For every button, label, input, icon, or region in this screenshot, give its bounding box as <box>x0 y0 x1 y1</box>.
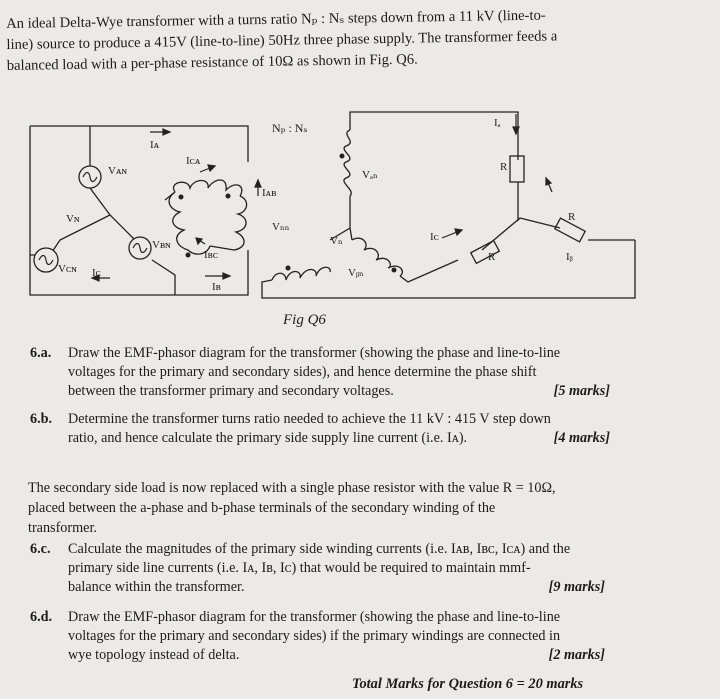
circuit-figure <box>0 100 720 330</box>
label-IA: Iᴀ <box>150 139 160 151</box>
marks-label: [2 marks] <box>548 647 605 663</box>
label-IB: Iʙ <box>212 281 221 293</box>
middle-paragraph <box>28 478 608 538</box>
intro-line-3: balanced load with a per-phase resistance of 10Ω as shown in Fig. Q6. <box>6 51 418 74</box>
question-number: 6.a. <box>30 345 52 361</box>
question-line: between the transformer primary and secondary voltages. <box>68 383 394 399</box>
secondary-neutral-wires <box>330 196 352 240</box>
label-VCN: Vᴄɴ <box>58 263 77 275</box>
label-ICA: Iᴄᴀ <box>186 155 201 167</box>
label-Vn: Vₙ <box>330 235 343 247</box>
intro-line-2: line) source to produce a 415V (line-to-line) 50Hz three phase supply. The transformer feeds a <box>6 28 558 53</box>
question-6c <box>30 540 605 597</box>
delta-winding-ab <box>234 196 247 250</box>
neutral-wye-wires <box>30 188 135 255</box>
question-6d <box>30 608 605 665</box>
question-line: Determine the transformer turns ratio needed to achieve the 11 kV : 415 V step down <box>68 411 551 427</box>
question-number: 6.b. <box>30 411 53 427</box>
marks-label: [4 marks] <box>553 430 610 446</box>
label-R-c: R <box>568 211 576 223</box>
label-Vbn: Vᵦₙ <box>348 267 364 279</box>
secondary-b-line <box>400 260 458 282</box>
total-marks: Total Marks for Question 6 = 20 marks <box>352 676 584 692</box>
marks-label: [5 marks] <box>553 383 610 399</box>
question-line: Draw the EMF-phasor diagram for the transformer (showing the phase and line-to-line <box>68 345 561 361</box>
question-6b <box>30 410 610 448</box>
primary-outer-wire <box>30 126 248 162</box>
label-Ic: Iᴄ <box>430 231 439 243</box>
question-line: primary side line currents (i.e. Iᴀ, Iʙ, Iᴄ) that would be required to maintain mmf- <box>68 560 531 576</box>
marks-label: [9 marks] <box>548 579 605 595</box>
label-Vcn: Vₙₙ <box>272 221 290 233</box>
question-line: Calculate the magnitudes of the primary side winding currents (i.e. Iᴀʙ, Iʙᴄ, Iᴄᴀ) and the <box>68 541 571 557</box>
question-line: ratio, and hence calculate the primary side supply line current (i.e. Iᴀ). <box>68 430 468 446</box>
question-number: 6.d. <box>30 609 53 625</box>
middle-line-3: transformer. <box>28 520 97 536</box>
middle-line-2: placed between the a-phase and b-phase terminals of the secondary winding of the <box>28 500 496 516</box>
question-line: Draw the EMF-phasor diagram for the transformer (showing the phase and line-to-line <box>68 609 561 625</box>
intro-paragraph <box>6 4 612 76</box>
label-R-b: R <box>488 251 496 263</box>
label-VBN: Vʙɴ <box>152 239 171 251</box>
label-R-a: R <box>500 161 508 173</box>
label-Ib: Iᵦ <box>566 251 573 263</box>
label-IBC: Iʙᴄ <box>204 249 219 261</box>
label-Ia: Iₐ <box>494 117 501 129</box>
secondary-a-winding <box>344 130 351 196</box>
figure-caption: Fig Q6 <box>283 312 326 328</box>
question-line: voltages for the primary and secondary sides) if the primary windings are connected in <box>68 628 561 644</box>
label-IAB: Iᴀʙ <box>262 187 277 199</box>
secondary-c-line <box>262 240 635 298</box>
question-line: balance within the transformer. <box>68 579 245 595</box>
intro-line-1: An ideal Delta-Wye transformer with a turns ratio Nₚ : Nₛ steps down from a 11 kV (line-to- <box>6 7 546 32</box>
label-VAN: Vᴀɴ <box>108 165 127 177</box>
secondary-a-line <box>350 112 518 160</box>
delta-winding-bc <box>169 192 210 254</box>
delta-winding-ca <box>174 180 242 196</box>
label-Van: Vₐₙ <box>362 169 378 181</box>
question-6a <box>30 344 610 401</box>
question-line: voltages for the primary and secondary sides), and hence determine the phase shift <box>68 364 537 380</box>
question-line: wye topology instead of delta. <box>68 647 240 663</box>
label-VN: Vɴ <box>66 213 80 225</box>
load-resistor-a <box>510 156 524 182</box>
question-number: 6.c. <box>30 541 51 557</box>
label-IC: Iᴄ <box>92 267 101 279</box>
load-a-leg <box>518 182 520 220</box>
source-b-wire <box>152 260 175 295</box>
ratio-label: Nₚ : Nₛ <box>272 121 308 135</box>
middle-line-1: The secondary side load is now replaced with a single phase resistor with the value R = 10Ω, <box>28 480 556 496</box>
secondary-c-winding <box>272 267 330 280</box>
